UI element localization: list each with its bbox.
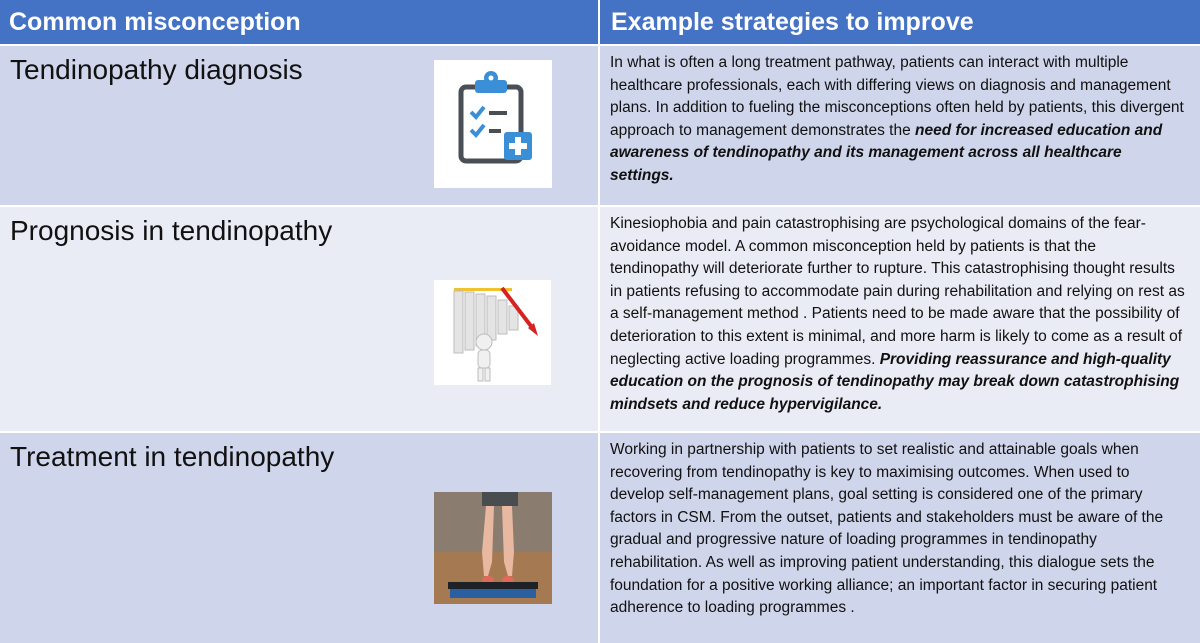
row-title-diagnosis: Tendinopathy diagnosis [10, 54, 303, 85]
declining-bar-chart-figure-icon [434, 280, 551, 385]
strategy-text-treatment [610, 439, 1188, 620]
row-prognosis-label-cell [0, 207, 598, 431]
strategy-emphasis-diagnosis: need for increased education and awareness of tendinopathy and its management across all healthcare settings. [610, 121, 1163, 184]
row-prognosis-strategy-cell [600, 207, 1200, 431]
row-treatment-strategy-cell [600, 433, 1200, 643]
header-common-misconception: Common misconception [0, 0, 598, 44]
strategy-emphasis-prognosis: Providing reassurance and high-quality education on the prognosis of tendinopathy may break down catastrophising mindsets and reduce hypervigilance. [610, 350, 1180, 413]
strategy-body-treatment: Working in partnership with patients to set realistic and attainable goals when recovering from tendinopathy is key to maximising outcomes. When used to develop self-management plans, goal setting is considered one of the primary factors in CSM. From the outset, patients and stakeholders must be aware of the gradual and progressive nature of loading programmes in tendinopathy rehabilitation. As well as improving patient understanding, this dialogue sets the foundation for a positive working alliance; an important factor in securing patient adherence to loading programmes . [610, 441, 1164, 617]
strategy-text-diagnosis [610, 52, 1188, 188]
clipboard-checklist-medical-icon [434, 60, 552, 188]
row-diagnosis-strategy-cell [600, 46, 1200, 205]
row-title-treatment: Treatment in tendinopathy [10, 441, 335, 472]
strategy-body-diagnosis: In what is often a long treatment pathway, patients can interact with multiple healthcare professionals, each with differing views on diagnosis and management plans. In addition to fueling the misconceptions often held by patients, this divergent approach to management demonstrates the [610, 54, 1184, 139]
row-diagnosis-label-cell [0, 46, 598, 205]
header-example-strategies: Example strategies to improve [600, 0, 1200, 44]
row-title-prognosis: Prognosis in tendinopathy [10, 215, 333, 246]
strategy-body-prognosis: Kinesiophobia and pain catastrophising are psychological domains of the fear-avoidance model. A common misconception held by patients is that the tendinopathy will deteriorate further to rupture. This catastrophising thought results in patients refusing to accommodate pain during rehabilitation and relying on rest as a self-management method . Patients need to be made aware that the possibility of deterioration to this extent is minimal, and more harm is likely to come as a result of neglecting active loading programmes. [610, 215, 1185, 368]
row-treatment-label-cell [0, 433, 598, 643]
calf-raise-step-photo-icon [434, 492, 552, 604]
strategy-text-prognosis [610, 213, 1188, 416]
